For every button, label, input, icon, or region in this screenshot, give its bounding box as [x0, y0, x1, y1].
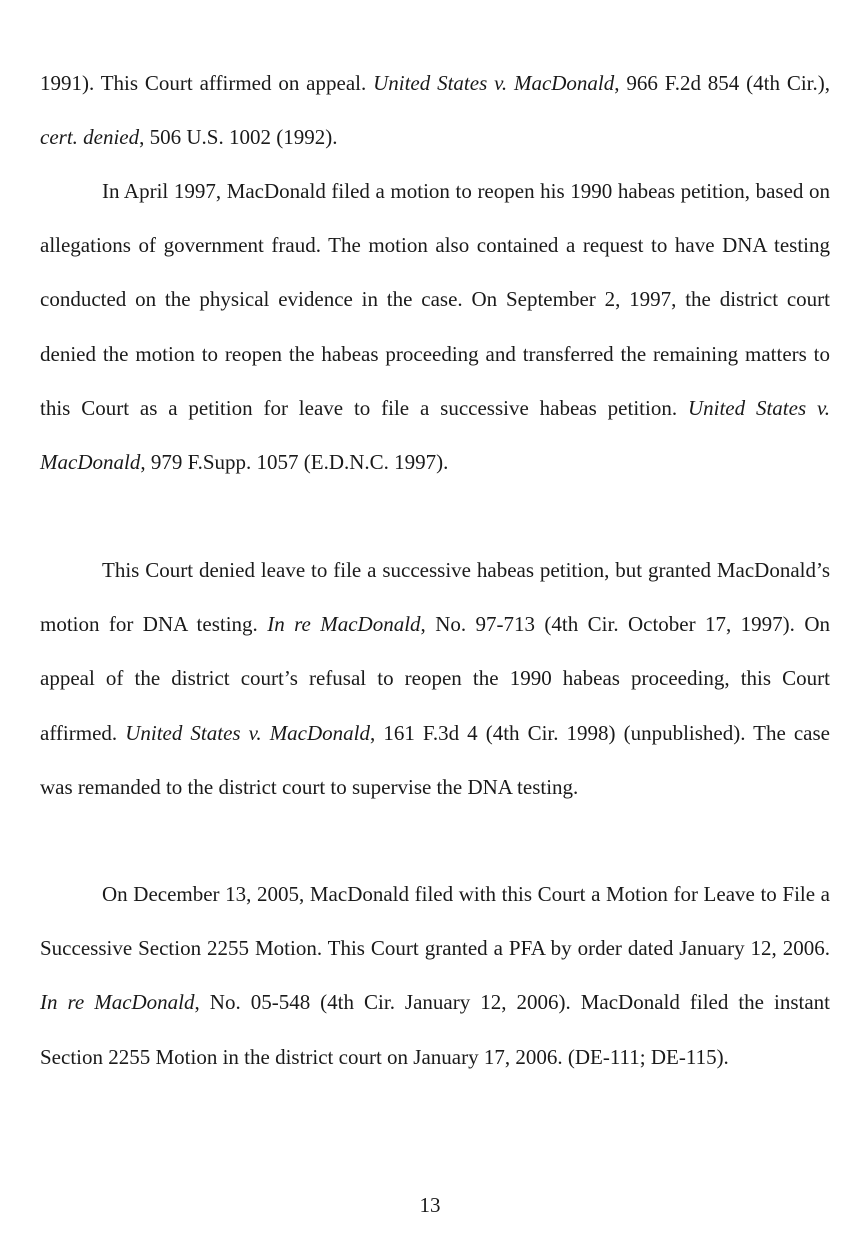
paragraph-text: [40, 543, 830, 814]
case-citation: cert. denied: [40, 125, 140, 150]
paragraph-1: [40, 56, 830, 164]
text-run: In April 1997, MacDonald filed a motion to reopen his 1990 habeas petition, based on allegations of government fraud. The motion also contained a request to have DNA testing conducted on the physical evidence in the case. On September 2, 1997, the district court denied the motion to reopen the habeas proceeding and transferred the remaining matters to this Court as a petition for leave to file a successive habeas petition.: [40, 179, 830, 420]
text-run: , 979 F.Supp. 1057 (E.D.N.C. 1997).: [140, 450, 449, 475]
page-number: 13: [419, 1193, 441, 1217]
case-citation: In re MacDonald: [40, 990, 195, 1015]
case-citation: In re MacDonald: [267, 612, 421, 637]
text-run: , No. 97-713 (4th Cir. October 17, 1997). On appeal of the district court’s refusal to reopen the 1990 habeas proceeding, this Court affirmed.: [40, 612, 830, 745]
case-citation: United States v. MacDonald: [373, 71, 615, 95]
paragraph-text: [40, 164, 830, 489]
case-citation: United States v. MacDonald: [125, 720, 371, 745]
paragraph-text: [40, 56, 830, 164]
paragraph-3: [40, 543, 830, 814]
paragraph-text: [40, 867, 830, 1084]
text-run: , 506 U.S. 1002 (1992).: [139, 125, 338, 150]
text-run: On December 13, 2005, MacDonald filed with this Court a Motion for Leave to File a Successive Section 2255 Motion. This Court granted a PFA by order dated January 12, 2006.: [40, 882, 830, 961]
text-run: , No. 05-548 (4th Cir. January 12, 2006). MacDonald filed the instant Section 2255 Motion in the district court on January 17, 2006. (DE-111; DE-115).: [40, 990, 830, 1069]
paragraph-4: [40, 867, 830, 1084]
text-run: This Court denied leave to file a successive habeas petition, but granted MacDonald’s motion for DNA testing.: [40, 558, 830, 637]
text-run: , 966 F.2d 854 (4th Cir.),: [614, 71, 830, 95]
case-citation: United States v. MacDonald: [40, 395, 830, 475]
text-run: 1991). This Court affirmed on appeal.: [40, 71, 374, 95]
text-run: , 161 F.3d 4 (4th Cir. 1998) (unpublished). The case was remanded to the district court to supervise the DNA testing.: [40, 720, 830, 799]
paragraph-2: [40, 164, 830, 489]
